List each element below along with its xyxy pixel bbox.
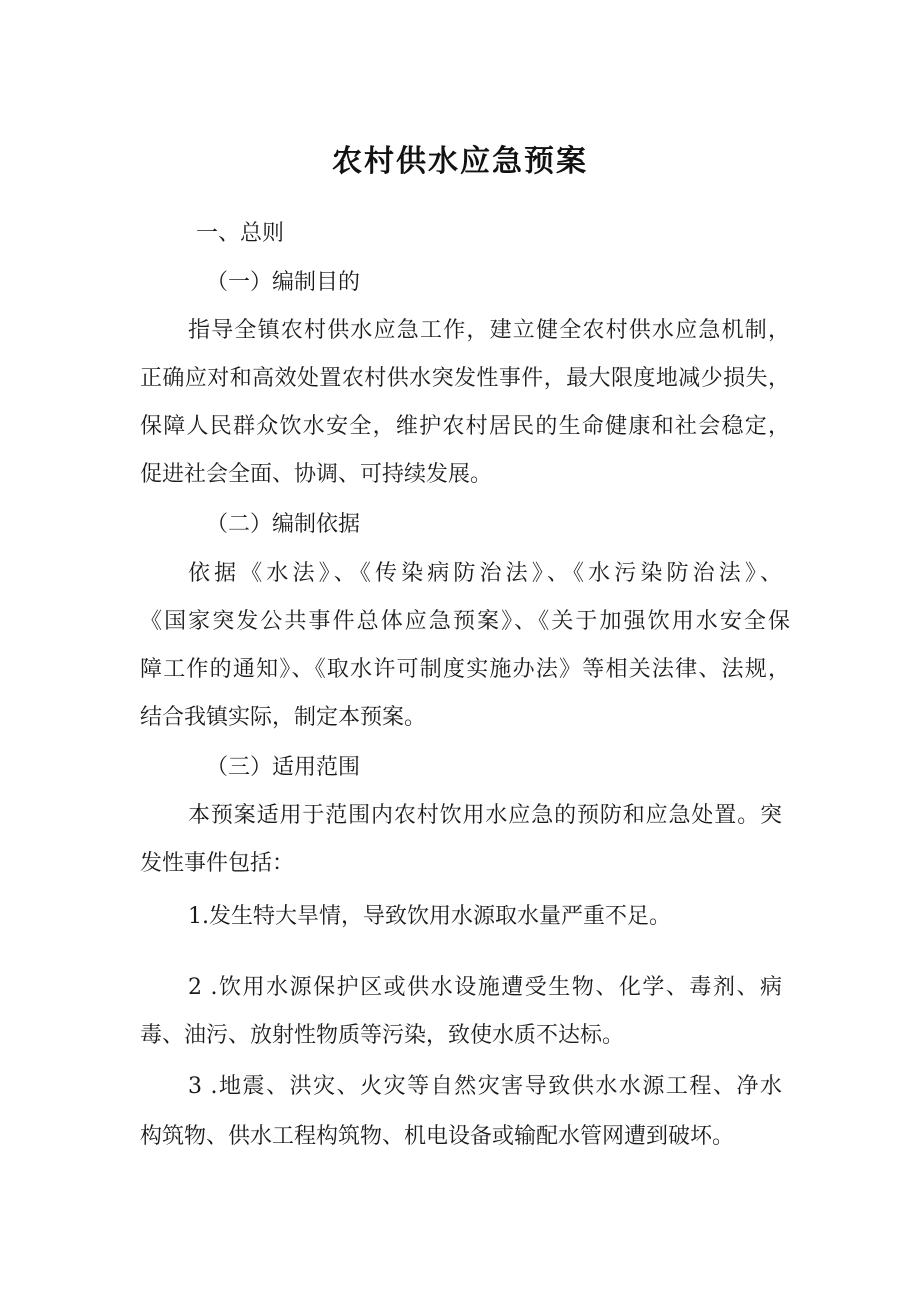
paragraph-line: 发性事件包括： — [140, 851, 295, 876]
paragraph-line: 本预案适用于范围内农村饮用水应急的预防和应急处置。突 — [188, 803, 782, 828]
list-item: 2 .饮用水源保护区或供水设施遭受生物、化学、毒剂、病 — [188, 975, 782, 1000]
list-item: 构筑物、供水工程构筑物、机电设备或输配水管网遭到破坏。 — [140, 1124, 735, 1149]
subsection-heading: （三）适用范围 — [206, 755, 361, 780]
subsection-heading: （二）编制依据 — [206, 512, 361, 537]
document-title: 农村供水应急预案 — [332, 144, 588, 179]
subsection-heading: （一）编制目的 — [206, 270, 361, 295]
paragraph-line: 依据《水法》、《传染病防治法》、《水污染防治法》、 — [188, 561, 782, 586]
paragraph-line: 障工作的通知》、《取水许可制度实施办法》等相关法律、法规， — [140, 657, 790, 682]
list-item: 1.发生特大旱情，导致饮用水源取水量严重不足。 — [188, 904, 671, 929]
paragraph-line: 正确应对和高效处置农村供水突发性事件，最大限度地减少损失， — [140, 366, 790, 391]
list-item: 3 .地震、洪灾、火灾等自然灾害导致供水水源工程、净水 — [188, 1074, 782, 1099]
paragraph-line: 指导全镇农村供水应急工作，建立健全农村供水应急机制， — [188, 318, 790, 343]
paragraph-line: 《国家突发公共事件总体应急预案》、《关于加强饮用水安全保 — [140, 609, 790, 634]
paragraph-line: 促进社会全面、协调、可持续发展。 — [140, 462, 493, 487]
list-item: 毒、油污、放射性物质等污染，致使水质不达标。 — [140, 1023, 625, 1048]
section-heading: 一、总则 — [196, 221, 285, 246]
paragraph-line: 保障人民群众饮水安全，维护农村居民的生命健康和社会稳定， — [140, 414, 790, 439]
paragraph-line: 结合我镇实际，制定本预案。 — [140, 705, 427, 730]
